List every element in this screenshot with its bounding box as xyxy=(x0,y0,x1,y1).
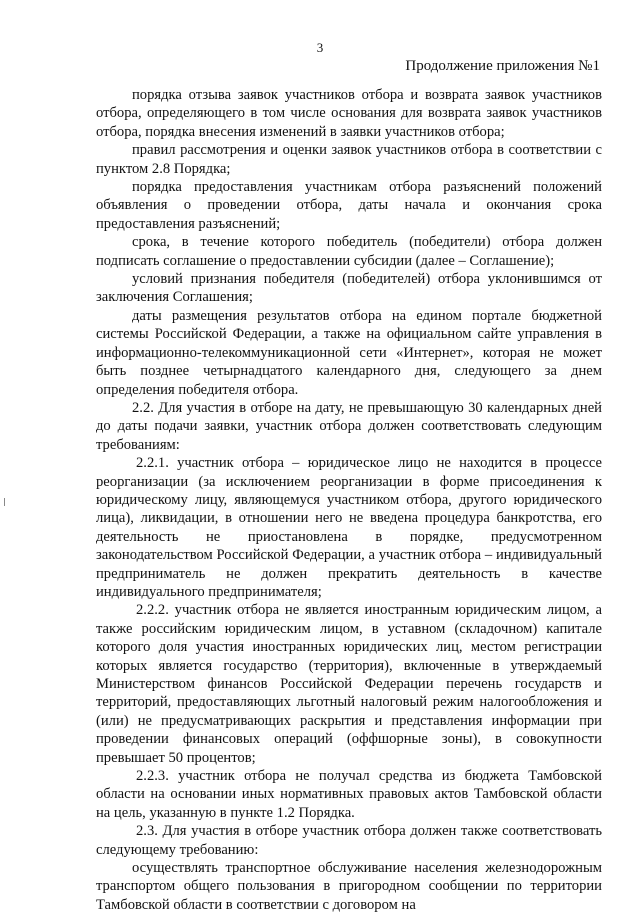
paragraph-review-rules: правил рассмотрения и оценки заявок участников отбора в соответствии с пунктом 2.8 Порядка; xyxy=(96,142,602,177)
paragraph-2-2-2: 2.2.2. участник отбора не является иностранным юридическим лицом, а также российским юридическим лицом, в уставном (складочном) капитале которого доля участия иностранных юридических лиц, местом регистрации которых является государство (территория), включенные в утверждаемый Министерством финансов Российской Федерации перечень государств и территорий, предоставляющих льготный налоговый режим налогообложения и (или) не предусматривающих раскрытия и представления информации при проведении финансовых операций (оффшорные зоны), в совокупности превышает 50 процентов; xyxy=(96,602,602,766)
paragraph-agreement-term: срока, в течение которого победитель (победители) отбора должен подписать соглашение о предоставлении субсидии (далее – Соглашение); xyxy=(96,234,602,269)
paragraph-2-3: 2.3. Для участия в отборе участник отбора должен также соответствовать следующему требованию: xyxy=(96,823,602,858)
paragraph-evasion-conditions: условий признания победителя (победителей) отбора уклонившимся от заключения Соглашения; xyxy=(96,271,602,306)
paragraph-2-2-3: 2.2.3. участник отбора не получал средства из бюджета Тамбовской области на основании иных нормативных правовых актов Тамбовской области на цель, указанную в пункте 1.2 Порядка. xyxy=(96,768,602,821)
paragraph-clarifications: порядка предоставления участникам отбора разъяснений положений объявления о проведении отбора, даты начала и окончания срока предоставления разъяснений; xyxy=(96,179,602,232)
paragraph-2-2: 2.2. Для участия в отборе на дату, не превышающую 30 календарных дней до даты подачи заявки, участник отбора должен соответствовать следующим требованиям: xyxy=(96,399,602,453)
appendix-continuation-note: Продолжение приложения №1 xyxy=(405,58,600,74)
document-body xyxy=(96,86,602,914)
paragraph-withdrawal-procedure: порядка отзыва заявок участников отбора и возврата заявок участников отбора, определяющего в том числе основания для возврата заявок участников отбора, порядка внесения изменений в заявки участников отбора; xyxy=(96,87,602,140)
paragraph-results-publication: даты размещения результатов отбора на едином портале бюджетной системы Российской Федерации, а также на официальном сайте управления в информационно-телекоммуникационной сети «Интернет», которая не может быть позднее четырнадцатого календарного дня, следующего за днем определения победителя отбора. xyxy=(96,307,602,398)
paragraph-transport-service: осуществлять транспортное обслуживание населения железнодорожным транспортом общего пользования в пригородном сообщении по территории Тамбовской области в соответствии с договором на xyxy=(96,860,602,913)
margin-mark xyxy=(4,498,5,506)
page-number: 3 xyxy=(316,40,324,55)
paragraph-2-2-1: 2.2.1. участник отбора – юридическое лицо не находится в процессе реорганизации (за исключением реорганизации в форме присоединения к юридическому лицу, являющемуся участником отбора, другого юридического лица), ликвидации, в отношении него не введена процедура банкротства, его деятельность не приостановлена в порядке, предусмотренном законодательством Российской Федерации, а участник отбора – индивидуальный предприниматель не должен прекратить деятельность в качестве индивидуального предпринимателя; xyxy=(96,455,602,600)
